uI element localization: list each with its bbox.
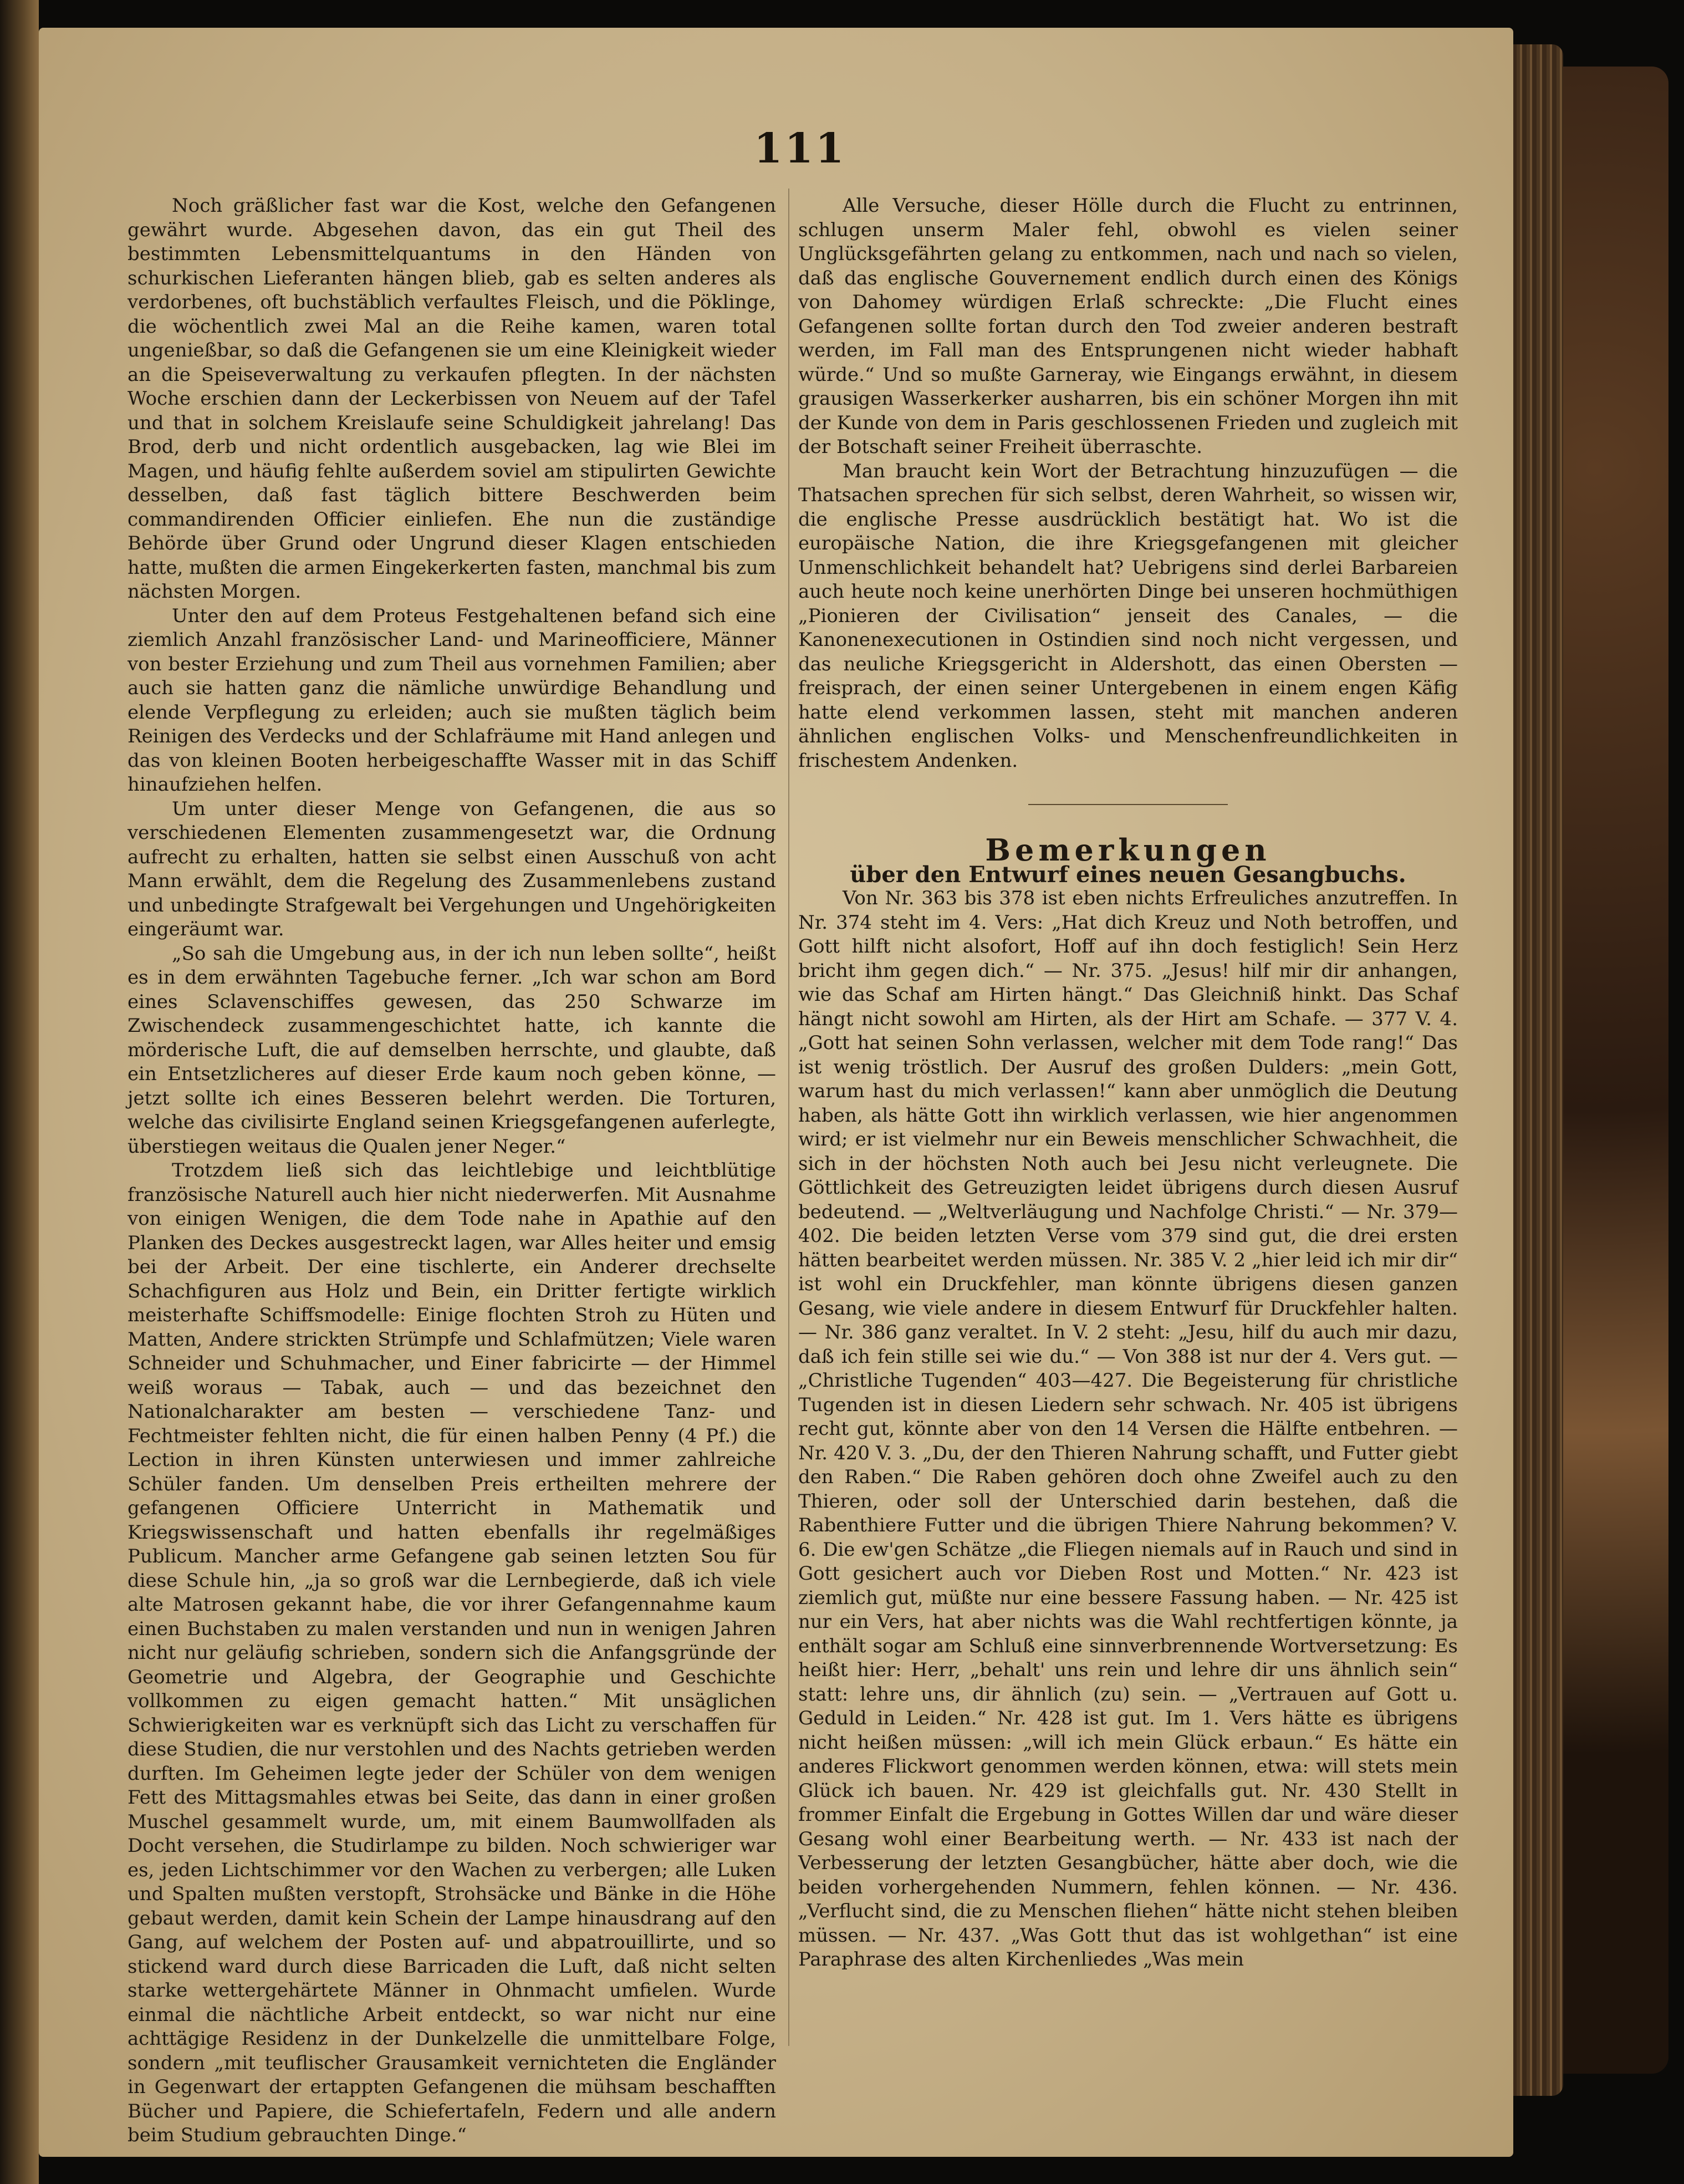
right-column (798, 194, 1458, 1972)
section-title: Bemerkungen (985, 832, 1271, 868)
paragraph: Noch gräßlicher fast war die Kost, welche den Gefangenen gewährt wurde. Abgesehen davon, das ein gut Theil des bestimmten Lebensmittelquantums in den Händen von schurkischen Lieferanten hängen blieb, gab es selten anderes als verdorbenes, oft buchstäblich verfaultes Fleisch, und die Pöklinge, die wöchentlich zwei Mal an die Reihe kamen, waren total ungenießbar, so daß die Gefangenen sie um eine Kleinigkeit wieder an die Speiseverwaltung zu verkaufen pflegten. In der nächsten Woche erschien dann der Leckerbissen von Neuem auf der Tafel und that in solchem Kreislaufe seine Schuldigkeit jahrelang! Das Brod, derb und nicht ordentlich ausgebacken, lag wie Blei im Magen, und häufig fehlte außerdem soviel am stipulirten Gewichte desselben, daß fast täglich bittere Beschwerden beim commandirenden Officier einliefen. Ehe nun die zuständige Behörde über Grund oder Ungrund dieser Klagen entschieden hatte, mußten die armen Eingekerkerten fasten, manchmal bis zum nächsten Morgen. (127, 195, 776, 603)
decorative-rule (1028, 787, 1228, 805)
marbled-cover (1563, 67, 1668, 2074)
left-column (127, 194, 776, 2148)
paragraph: „So sah die Umgebung aus, in der ich nun leben sollte“, heißt es in dem erwähnten Tagebuche ferner. „Ich war schon am Bord eines Sclavenschiffes gewesen, das 250 Schwarze im Zwischendeck zusammengeschichtet hatte, ich kannte die mörderische Luft, die auf demselben herrschte, und glaubte, daß ein Entsetzlicheres auf dieser Erde kaum noch geben könne, — jetzt sollte ich eines Besseren belehrt werden. Die Torturen, welche das civilisirte England seinen Kriegsgefangenen auferlegte, überstiegen weitaus die Qualen jener Neger.“ (127, 942, 776, 1158)
paragraph: Man braucht kein Wort der Betrachtung hinzuzufügen — die Thatsachen sprechen für sich selbst, deren Wahrheit, so wissen wir, die englische Presse ausdrücklich bestätigt hat. Wo ist die europäische Nation, die ihre Kriegsgefangenen mit gleicher Unmenschlichkeit behandelt hat? Uebrigens sind derlei Barbareien auch heute noch keine unerhörten Dinge bei unseren hochmüthigen „Pionieren der Civilisation“ jenseit des Canales, — die Kanonenexecutionen in Ostindien sind noch nicht vergessen, und das neuliche Kriegsgericht in Aldershott, das einen Obersten — freisprach, der einen seiner Untergebenen in einem engen Käfig hatte elend verkommen lassen, steht mit manchen anderen ähnlichen englischen Volks- und Menschenfreundlichkeiten in frischestem Andenken. (798, 460, 1458, 772)
paragraph: Um unter dieser Menge von Gefangenen, die aus so verschiedenen Elementen zusammengesetzt war, die Ordnung aufrecht zu erhalten, hatten sie selbst einen Ausschuß von acht Mann erwählt, dem die Regelung des Zusammenlebens zustand und unbedingte Strafgewalt bei Vergehungen und Ungehörigkeiten eingeräumt war. (127, 797, 776, 940)
paragraph: Trotzdem ließ sich das leichtlebige und leichtblütige französische Naturell auch hier nicht niederwerfen. Mit Ausnahme von einigen Wenigen, die dem Tode nahe in Apathie auf den Planken des Deckes ausgestreckt lagen, war Alles heiter und emsig bei der Arbeit. Der eine tischlerte, ein Anderer drechselte Schachfiguren aus Holz und Bein, ein Dritter fertigte wirklich meisterhafte Schiffsmodelle: Einige flochten Stroh zu Hüten und Matten, Andere strickten Strümpfe und Schlafmützen; Viele waren Schneider und Schuhmacher, und Einer fabricirte — der Himmel weiß woraus — Tabak, auch — und das bezeichnet den Nationalcharakter am besten — verschiedene Tanz- und Fechtmeister fehlten nicht, die für einen halben Penny (4 Pf.) die Lection in ihren Künsten unterwiesen und immer zahlreiche Schüler fanden. Um denselben Preis ertheilten mehrere der gefangenen Officiere Unterricht in Mathematik und Kriegswissenschaft und hatten ebenfalls ihr regelmäßiges Publicum. Mancher arme Gefangene gab seinen letzten Sou für diese Schule hin, „ja so groß war die Lernbegierde, daß ich viele alte Matrosen gekannt habe, die vor ihrer Gefangennahme kaum einen Buchstaben zu malen verstanden und nun in wenigen Jahren nicht nur geläufig schrieben, sondern sich die Anfangsgründe der Geometrie und Algebra, der Geographie und Geschichte vollkommen zu eigen gemacht hatten.“ Mit unsäglichen Schwierigkeiten war es verknüpft sich das Licht zu verschaffen für diese Studien, die nur verstohlen und des Nachts getrieben werden durften. Im Geheimen legte jeder der Schüler von dem wenigen Fett des Mittagsmahles etwas bei Seite, das dann in einer großen Muschel gesammelt wurde, um, mit einem Baumwollfaden als Docht versehen, die Studirlampe zu bilden. Noch schwieriger war es, jeden Lichtschimmer vor den Wachen zu verbergen; alle Luken und Spalten mußten verstopft, Strohsäcke und Bänke in die Höhe gebaut werden, damit kein Schein der Lampe hinausdrang auf den Gang, auf welchem der Posten auf- und abpatrouillirte, und so stickend ward durch diese Barricaden die Luft, daß nicht selten starke wettergehärtete Männer in Ohnmacht umfielen. Wurde einmal die nächtliche Arbeit entdeckt, so war nicht nur eine achttägige Residenz in der Dunkelzelle die unmittelbare Folge, sondern „mit teuflischer Grausamkeit vernichteten die Engländer in Gegenwart der ertappten Gefangenen die mühsam beschafften Bücher und Papiere, die Schiefertafeln, Federn und alle andern beim Studium gebrauchten Dinge.“ (127, 1159, 776, 2146)
column-divider (788, 189, 789, 2046)
paragraph: Von Nr. 363 bis 378 ist eben nichts Erfreuliches anzutreffen. In Nr. 374 steht im 4. Vers: „Hat dich Kreuz und Noth betroffen, und Gott hilft nicht alsofort, Hoff auf ihn doch festiglich! Sein Herz bricht ihm gegen dich.“ — Nr. 375. „Jesus! hilf mir dir anhangen, wie das Schaf am Hirten hängt.“ Das Gleichniß hinkt. Das Schaf hängt nicht sowohl am Hirten, als der Hirt am Schafe. — 377 V. 4. „Gott hat seinen Sohn verlassen, welcher mit dem Tode rang!“ Das ist wenig tröstlich. Der Ausruf des großen Dulders: „mein Gott, warum hast du mich verlassen!“ kann aber unmöglich die Deutung haben, als hätte Gott ihn wirklich verlassen, wie hier angenommen wird; er ist vielmehr nur ein Beweis menschlicher Schwachheit, die sich in der höchsten Noth auch bei Jesu nicht verleugnete. Die Göttlichkeit des Getreuzigten leidet übrigens durch diesen Ausruf bedeutend. — „Weltverläugung und Nachfolge Christi.“ — Nr. 379—402. Die beiden letzten Verse vom 379 sind gut, die drei ersten hätten bearbeitet werden müssen. Nr. 385 V. 2 „hier leid ich mir dir“ ist wohl ein Druckfehler, man könnte übrigens diesen ganzen Gesang, wie viele andere in diesem Entwurf für Druckfehler halten. — Nr. 386 ganz veraltet. In V. 2 steht: „Jesu, hilf du auch mir dazu, daß ich fein stille sei wie du.“ — Von 388 ist nur der 4. Vers gut. — „Christliche Tugenden“ 403—427. Die Begeisterung für christliche Tugenden ist in diesen Liedern sehr schwach. Nr. 405 ist übrigens recht gut, könnte aber von den 14 Versen die Hälfte entbehren. — Nr. 420 V. 3. „Du, der den Thieren Nahrung schafft, und Futter giebt den Raben.“ Die Raben gehören doch ohne Zweifel auch zu den Thieren, oder soll der Unterschied darin bestehen, daß die Rabenthiere Futter und die übrigen Thiere Nahrung bekommen? V. 6. Die ew'gen Schätze „die Fliegen niemals auf in Rauch und sind in Gott gesichert auch vor Dieben Rost und Motten.“ Nr. 423 ist ziemlich gut, müßte nur eine bessere Fassung haben. — Nr. 425 ist nur ein Vers, hat aber nichts was die Wahl rechtfertigen könnte, ja enthält sogar am Schluß eine sinnverbrennende Wortversetzung: Es heißt hier: Herr, „behalt' uns rein und lehre dir uns ähnlich sein“ statt: lehre uns, dir ähnlich (zu) sein. — „Vertrauen auf Gott u. Geduld in Leiden.“ Nr. 428 ist gut. Im 1. Vers hätte es übrigens nicht heißen müssen: „will ich mein Glück erbaun.“ Es hätte ein anderes Flickwort genommen werden können, etwa: will stets mein Glück ich bauen. Nr. 429 ist gleichfalls gut. Nr. 430 Stellt in frommer Einfalt die Ergebung in Gottes Willen dar und wäre dieser Gesang wohl einer Bearbeitung werth. — Nr. 433 ist nach der Verbesserung der letzten Gesangbücher, hätte aber doch, wie die beiden vorhergehenden Nummern, fehlen können. — Nr. 436. „Verflucht sind, die zu Menschen fliehen“ hätte nicht stehen bleiben müssen. — Nr. 437. „Was Gott thut das ist wohlgethan“ ist eine Paraphrase des alten Kirchenliedes „Was mein (798, 887, 1458, 1971)
page-number: 111 (754, 125, 846, 172)
paragraph: Unter den auf dem Proteus Festgehaltenen befand sich eine ziemlich Anzahl französischer Land- und Marineofficiere, Männer von bester Erziehung und zum Theil aus vornehmen Familien; aber auch sie hatten ganz die nämliche unwürdige Behandlung und elende Verpflegung zu erleiden; auch sie mußten täglich beim Reinigen des Verdecks und der Schlafräume mit Hand anlegen und das von kleinen Booten herbeigeschaffte Wasser mit in das Schiff hinaufziehen helfen. (127, 604, 776, 796)
section-subtitle: über den Entwurf eines neuen Gesangbuchs. (850, 861, 1406, 888)
paragraph: Alle Versuche, dieser Hölle durch die Flucht zu entrinnen, schlugen unserm Maler fehl, obwohl es vielen seiner Unglücksgefährten gelang zu entkommen, nach und nach so vielen, daß das englische Gouvernement endlich durch einen des Königs von Dahomey würdigen Erlaß schreckte: „Die Flucht eines Gefangenen sollte fortan durch den Tod zweier anderen bestraft werden, im Fall man des Entsprungenen nicht wieder habhaft würde.“ Und so mußte Garneray, wie Eingangs erwähnt, in diesem grausigen Wasserkerker ausharren, bis ein schöner Morgen ihn mit der Kunde von dem in Paris geschlossenen Frieden und zugleich mit der Botschaft seiner Freiheit überraschte. (798, 195, 1458, 458)
book-page (39, 28, 1513, 2157)
book-spine (0, 0, 39, 2184)
